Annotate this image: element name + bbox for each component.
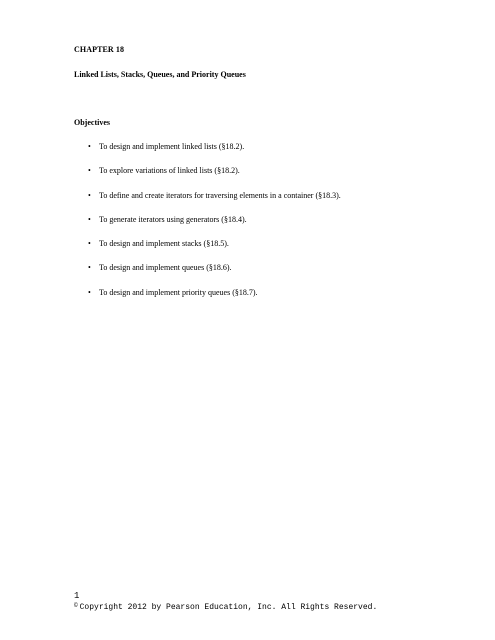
chapter-number: CHAPTER 18 xyxy=(74,45,125,54)
objectives-heading: Objectives xyxy=(74,118,110,127)
list-item xyxy=(88,214,341,239)
list-item xyxy=(88,263,341,287)
objective-text: To generate iterators using generators (§18.4). xyxy=(99,214,247,224)
bullet-icon: • xyxy=(88,287,91,297)
list-item xyxy=(88,190,341,215)
bullet-icon: • xyxy=(88,239,91,249)
chapter-title: Linked Lists, Stacks, Queues, and Priority Queues xyxy=(74,70,246,79)
objective-text: To design and implement queues (§18.6). xyxy=(99,263,232,273)
objectives-list xyxy=(88,142,341,312)
list-item xyxy=(88,239,341,263)
list-item xyxy=(88,287,341,312)
copyright-icon: © xyxy=(74,602,78,609)
bullet-icon: • xyxy=(88,190,91,200)
page-number: 1 xyxy=(74,591,80,601)
bullet-icon: • xyxy=(88,214,91,224)
list-item xyxy=(88,142,341,166)
copyright-text: Copyright 2012 by Pearson Education, Inc. All Rights Reserved. xyxy=(79,603,378,612)
bullet-icon: • xyxy=(88,263,91,273)
list-item xyxy=(88,166,341,190)
bullet-icon: • xyxy=(88,142,91,151)
objective-text: To design and implement stacks (§18.5). xyxy=(99,239,229,249)
bullet-icon: • xyxy=(88,166,91,176)
objective-text: To design and implement linked lists (§18.2). xyxy=(99,142,245,151)
copyright-notice xyxy=(74,602,377,612)
objective-text: To explore variations of linked lists (§18.2). xyxy=(99,166,240,176)
objective-text: To define and create iterators for traversing elements in a container (§18.3). xyxy=(99,190,341,200)
objective-text: To design and implement priority queues (§18.7). xyxy=(99,287,258,297)
